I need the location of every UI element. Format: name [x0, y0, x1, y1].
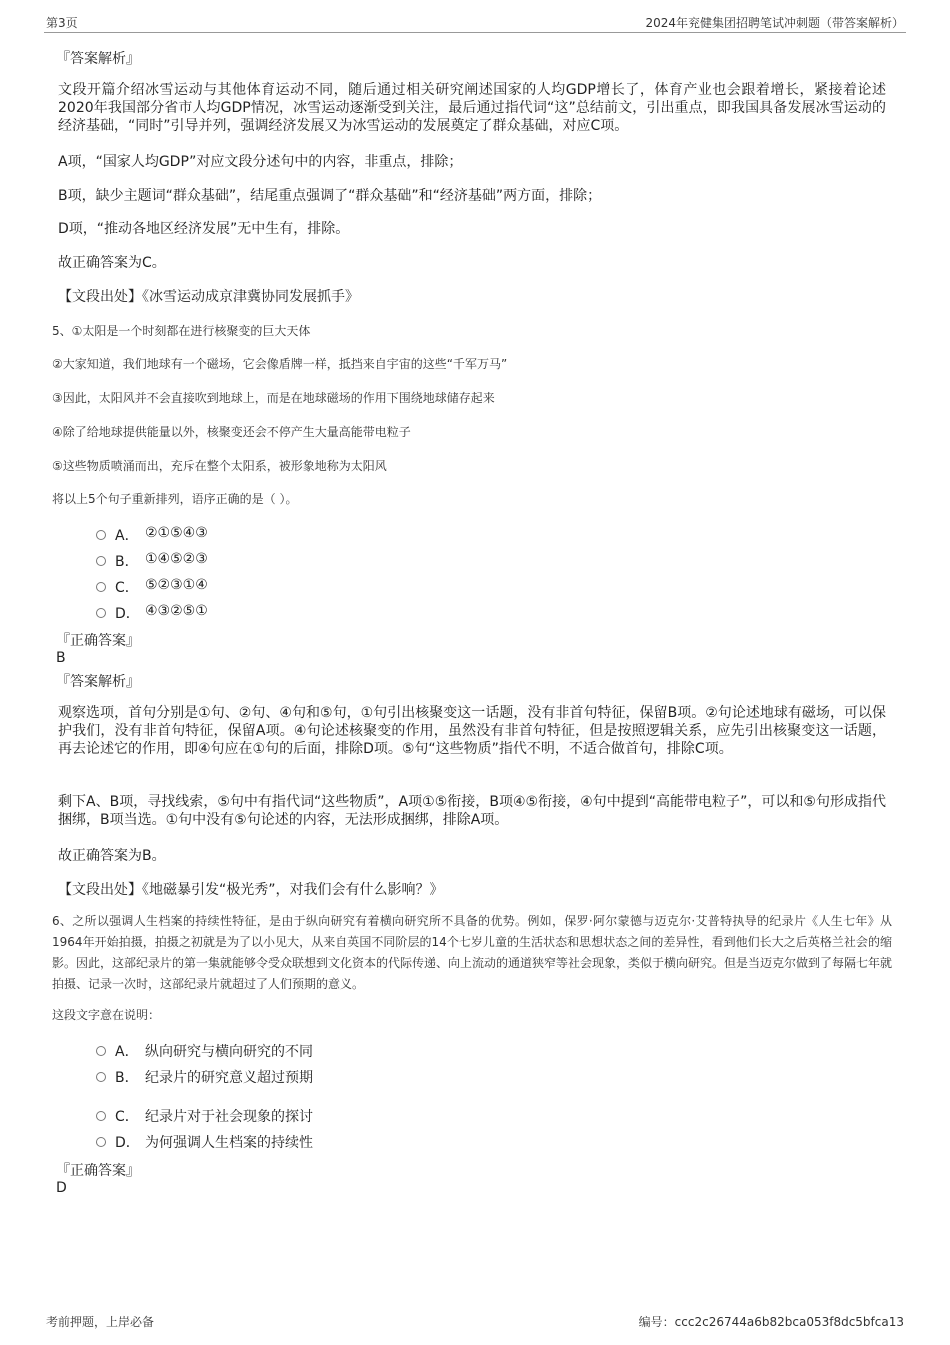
- option-text: ④③②⑤①: [145, 603, 208, 619]
- question-prompt: 将以上5个句子重新排列，语序正确的是（ ）。: [52, 492, 298, 506]
- radio-icon[interactable]: [96, 608, 106, 618]
- radio-icon[interactable]: [96, 1072, 106, 1082]
- code-value: ccc2c26744a6b82bca053f8dc5bfca13: [674, 1315, 904, 1329]
- radio-icon[interactable]: [96, 556, 106, 566]
- option-letter: B．: [115, 554, 139, 570]
- option-letter: B．: [115, 1070, 139, 1086]
- option-letter: A．: [115, 528, 139, 544]
- analysis-paragraph: 文段开篇介绍冰雪运动与其他体育运动不同，随后通过相关研究阐述国家的人均GDP增长了，体育产业也会跟着增长，紧接着论述2020年我国部分省市人均GDP情况，冰雪运动逐渐受到关注，最后通过指代词“这”总结前文，引出重点，即我国具备发展冰雪运动的经济基础，“同时”引导并列，强调经济发展又为冰雪运动的发展奠定了群众基础，对应C项。: [58, 82, 886, 134]
- analysis-option-b: B项，缺少主题词“群众基础”，结尾重点强调了“群众基础”和“经济基础”两方面，排除；: [58, 188, 602, 204]
- analysis-paragraph: 剩下A、B项，寻找线索，⑤句中有指代词“这些物质”，A项①⑤衔接，B项④⑤衔接，④句中提到“高能带电粒子”，可以和⑤句形成指代捆绑，B项当选。①句中没有⑤句论述的内容，无法形成捆绑，排除A项。: [58, 794, 886, 828]
- source-citation: 【文段出处】《冰雪运动成京津冀协同发展抓手》: [58, 289, 359, 305]
- option-text: 纵向研究与横向研究的不同: [145, 1044, 313, 1060]
- conclusion: 故正确答案为B。: [58, 848, 166, 864]
- sentence-5: ⑤这些物质喷涌而出，充斥在整个太阳系，被形象地称为太阳风: [52, 459, 387, 473]
- option-letter: C．: [115, 1109, 139, 1125]
- document-title: 2024年兖健集团招聘笔试冲刺题（带答案解析）: [645, 16, 904, 30]
- question-stem: 6、之所以强调人生档案的持续性特征，是由于纵向研究有着横向研究所不具备的优势。例如，保罗·阿尔蒙德与迈克尔·艾普特执导的纪录片《人生七年》从1964年开始拍摄，拍摄之初就是为了以小见大，从来自英国不同阶层的14个七岁儿童的生活状态和思想状态之间的差异性，看到他们长大之后英格兰社会的缩影。因此，这部纪录片的第一集就能够令受众联想到文化资本的代际传递、向上流动的通道狭窄等社会现象，类似于横向研究。但是当迈克尔做到了每隔七年就拍摄、记录一次时，这部纪录片就超过了人们预期的意义。: [52, 914, 893, 991]
- answer-label: 『正确答案』: [56, 1163, 140, 1179]
- option-letter: D．: [115, 606, 140, 622]
- analysis-label: 『答案解析』: [56, 51, 140, 67]
- option-text: 纪录片对于社会现象的探讨: [145, 1109, 313, 1125]
- option-text: 纪录片的研究意义超过预期: [145, 1070, 313, 1086]
- analysis-paragraph: 观察选项，首句分别是①句、②句、④句和⑤句，①句引出核聚变这一话题，没有非首句特征，保留B项。②句论述地球有磁场，可以保护我们，没有非首句特征，保留A项。④句论述核聚变的作用，虽然没有非首句特征，但是按照逻辑关系，应先引出核聚变这一话题，再去论述它的作用，即④句应在①句的后面，排除D项。⑤句“这些物质”指代不明，不适合做首句，排除C项。: [58, 705, 886, 757]
- radio-icon[interactable]: [96, 582, 106, 592]
- analysis-option-d: D项，“推动各地区经济发展”无中生有，排除。: [58, 221, 350, 237]
- page-number: 第3页: [46, 16, 78, 30]
- question-stem: 5、①太阳是一个时刻都在进行核聚变的巨大天体: [52, 324, 311, 338]
- option-letter: D．: [115, 1135, 140, 1151]
- option-text: ⑤②③①④: [145, 577, 208, 593]
- footer-slogan: 考前押题，上岸必备: [46, 1315, 155, 1329]
- answer-value: B: [56, 650, 66, 666]
- analysis-label: 『答案解析』: [56, 674, 140, 690]
- option-text: ①④⑤②③: [145, 551, 208, 567]
- conclusion: 故正确答案为C。: [58, 255, 166, 271]
- sentence-2: ②大家知道，我们地球有一个磁场，它会像盾牌一样，抵挡来自宇宙的这些“千军万马”: [52, 357, 508, 371]
- sentence-3: ③因此，太阳风并不会直接吹到地球上，而是在地球磁场的作用下围绕地球储存起来: [52, 391, 495, 405]
- option-letter: C．: [115, 580, 139, 596]
- code-label: 编号：: [638, 1315, 675, 1329]
- answer-label: 『正确答案』: [56, 633, 140, 649]
- analysis-option-a: A项，“国家人均GDP”对应文段分述句中的内容，非重点，排除；: [58, 154, 463, 170]
- question-prompt: 这段文字意在说明：: [52, 1008, 161, 1022]
- header-divider: [44, 32, 906, 33]
- option-text: ②①⑤④③: [145, 525, 208, 541]
- sentence-4: ④除了给地球提供能量以外，核聚变还会不停产生大量高能带电粒子: [52, 425, 411, 439]
- option-text: 为何强调人生档案的持续性: [145, 1135, 313, 1151]
- radio-icon[interactable]: [96, 1137, 106, 1147]
- radio-icon[interactable]: [96, 1111, 106, 1121]
- document-code: [639, 1313, 904, 1330]
- option-letter: A．: [115, 1044, 139, 1060]
- radio-icon[interactable]: [96, 530, 106, 540]
- source-citation: 【文段出处】《地磁暴引发“极光秀”，对我们会有什么影响？》: [58, 882, 444, 898]
- answer-value: D: [56, 1180, 67, 1196]
- radio-icon[interactable]: [96, 1046, 106, 1056]
